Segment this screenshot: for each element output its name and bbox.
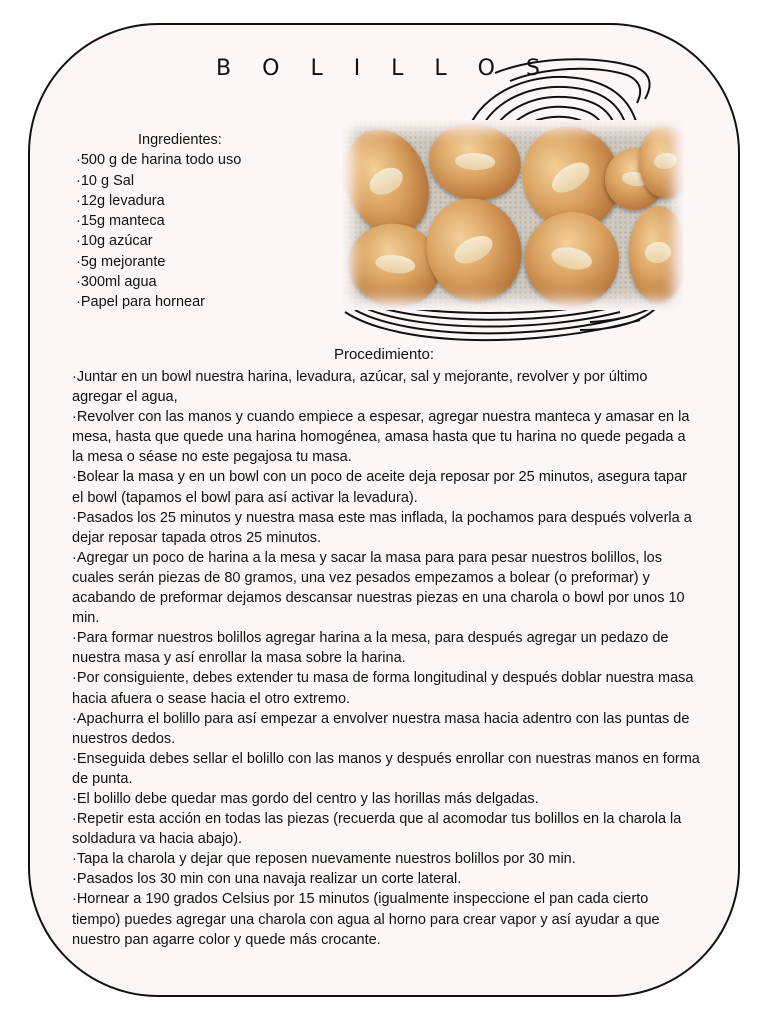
ingredient-item: ·10 g Sal — [76, 172, 135, 189]
procedure-step: ·Agregar un poco de harina a la mesa y sacar la masa para para pesar nuestros bolillos, los cuales serán piezas de 80 gramos, una vez pesados empezamos a bolear (o preformar) y acabando de preformar dejamos descansar nuestras piezas en una charola o bowl por unos 10 min. — [72, 549, 685, 627]
bolillos-photo — [343, 120, 683, 310]
procedure-step: ·El bolillo debe quedar mas gordo del centro y las horillas más delgadas. — [72, 790, 539, 807]
procedure-step: ·Pasados los 30 min con una navaja realizar un corte lateral. — [72, 871, 462, 888]
page-title: B O L I L L O S — [216, 56, 552, 81]
procedure-step: ·Repetir esta acción en todas las piezas (recuerda que al acomodar tus bolillos en la charola la soldadura va hacia abajo). — [72, 811, 682, 848]
ingredient-item: ·Papel para hornear — [76, 294, 205, 311]
procedure-step: ·Apachurra el bolillo para así empezar a envolver nuestra masa hacia adentro con las puntas de nuestros dedos. — [72, 710, 690, 747]
procedure-heading: Procedimiento: — [333, 346, 435, 363]
ingredient-item: ·10g azúcar — [76, 233, 153, 250]
procedure-step: ·Pasados los 25 minutos y nuestra masa este mas inflada, la pochamos para después volverla a dejar reposar tapada otros 25 minutos. — [72, 509, 692, 546]
ingredients-section — [74, 130, 344, 313]
ingredient-item: ·5g mejorante — [76, 253, 166, 270]
procedure-step: ·Enseguida debes sellar el bolillo con las manos y después enrollar con nuestras manos en forma de punta. — [72, 750, 700, 787]
ingredients-heading: Ingredientes: — [138, 132, 222, 148]
procedure-step: ·Bolear la masa y en un bowl con un poco de aceite deja reposar por 25 minutos, asegura tapar el bowl (tapamos el bowl para así activar la levadura). — [72, 469, 688, 506]
procedure-steps — [72, 367, 700, 950]
procedure-step: ·Para formar nuestros bolillos agregar harina a la mesa, para después agregar un pedazo de nuestra masa y así enrollar la masa sobre la harina. — [72, 630, 669, 667]
ingredient-item: ·500 g de harina todo uso — [76, 152, 242, 169]
procedure-step: ·Revolver con las manos y cuando empiece a espesar, agregar nuestra manteca y amasar en la mesa, hasta que quede una harina homogénea, amasa hasta que tu harina no quede pegada a la mesa o séase no este pegajosa tu masa. — [72, 409, 690, 466]
procedure-step: ·Juntar en un bowl nuestra harina, levadura, azúcar, sal y mejorante, revolver y por último agregar el agua, — [72, 369, 648, 406]
procedure-step: ·Tapa la charola y dejar que reposen nuevamente nuestros bolillos por 30 min. — [72, 851, 576, 868]
procedure-step: ·Por consiguiente, debes extender tu masa de forma longitudinal y después doblar nuestra masa hacia afuera o sease hacia el otro extremo. — [72, 670, 694, 707]
ingredient-item: ·12g levadura — [76, 192, 165, 209]
ingredient-item: ·300ml agua — [76, 274, 157, 291]
photo-edge-fade — [343, 120, 683, 310]
procedure-step: ·Hornear a 190 grados Celsius por 15 minutos (igualmente inspeccione el pan cada cierto tiempo) puedes agregar una charola con agua al horno para crear vapor y así ayudar a que nuestro pan agarre color y quede más crocante. — [72, 891, 660, 948]
ingredient-item: ·15g manteca — [76, 213, 165, 230]
